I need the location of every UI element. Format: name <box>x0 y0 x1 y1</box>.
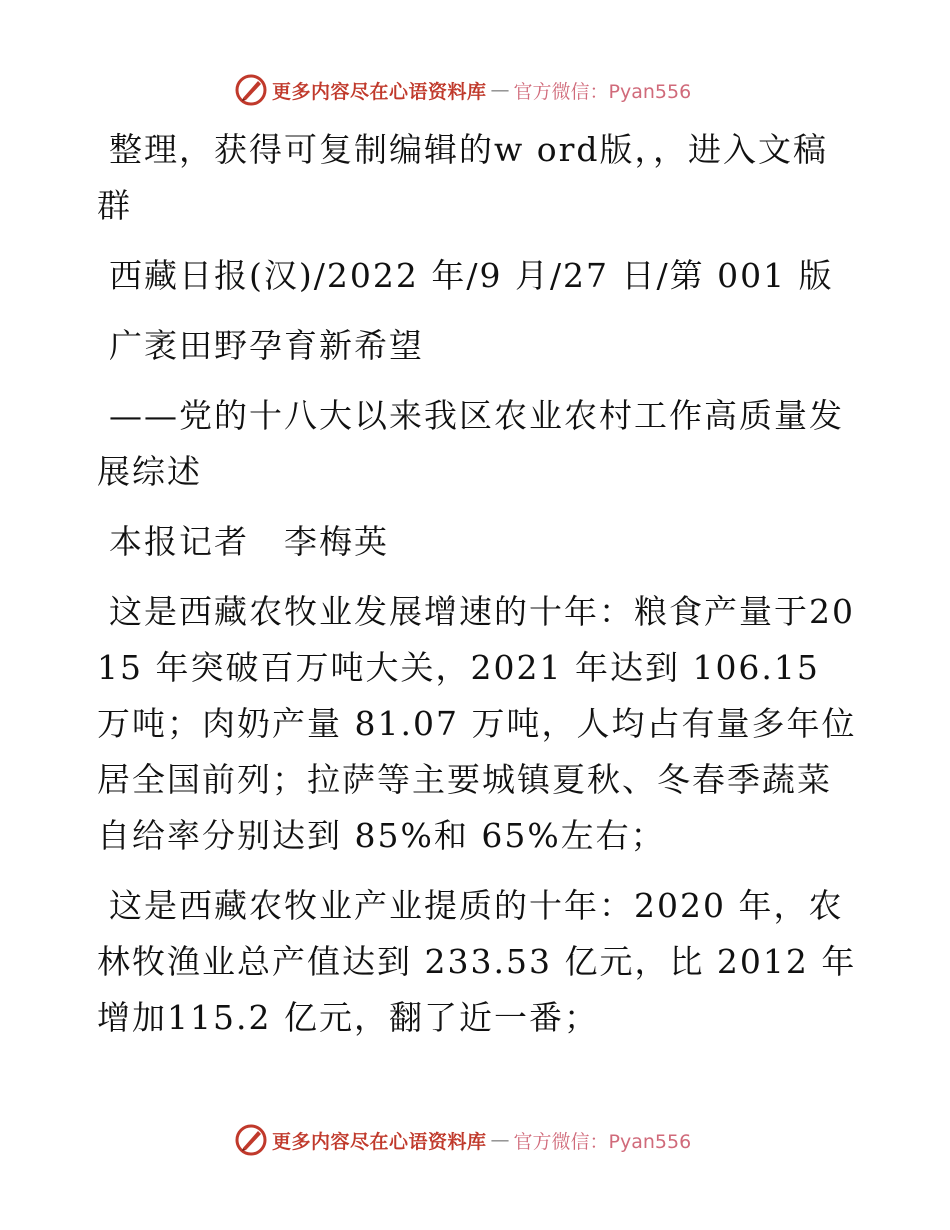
paragraph-body-1: 这是西藏农牧业发展增速的十年：粮食产量于2015 年突破百万吨大关，2021 年达到 106.15 万吨；肉奶产量 81.07 万吨，人均占有量多年位居全国前列；拉萨等主要城镇夏秋、冬春季蔬菜自给率分别达到 85%和 65%左右； <box>97 592 857 855</box>
watermark-header <box>234 72 691 108</box>
quill-logo-icon <box>234 1123 268 1157</box>
watermark-separator: — <box>490 1129 510 1151</box>
paragraph-body-2: 这是西藏农牧业产业提质的十年：2020 年，农林牧渔业总产值达到 233.53 亿元，比 2012 年增加115.2 亿元，翻了近一番； <box>97 886 857 1037</box>
watermark-main-text: 更多内容尽在心语资料库 <box>272 1130 487 1153</box>
quill-logo-icon <box>234 73 268 107</box>
watermark-main-text: 更多内容尽在心语资料库 <box>272 80 487 103</box>
article-byline: 本报记者 李梅英 <box>109 522 389 561</box>
watermark-wechat-text: 官方微信：Pyan556 <box>513 1130 692 1153</box>
article-subtitle: ——党的十八大以来我区农业农村工作高质量发展综述 <box>97 396 844 491</box>
watermark-footer <box>234 1122 691 1158</box>
paragraph-intro: 整理，获得可复制编辑的w ord版，，进入文稿群 <box>97 130 829 225</box>
watermark-wechat-text: 官方微信：Pyan556 <box>513 80 692 103</box>
watermark-separator: — <box>490 79 510 101</box>
article-title: 广袤田野孕育新希望 <box>109 326 424 365</box>
document-body <box>97 122 857 1060</box>
paragraph-source: 西藏日报(汉)/2022 年/9 月/27 日/第 001 版 <box>109 256 834 295</box>
